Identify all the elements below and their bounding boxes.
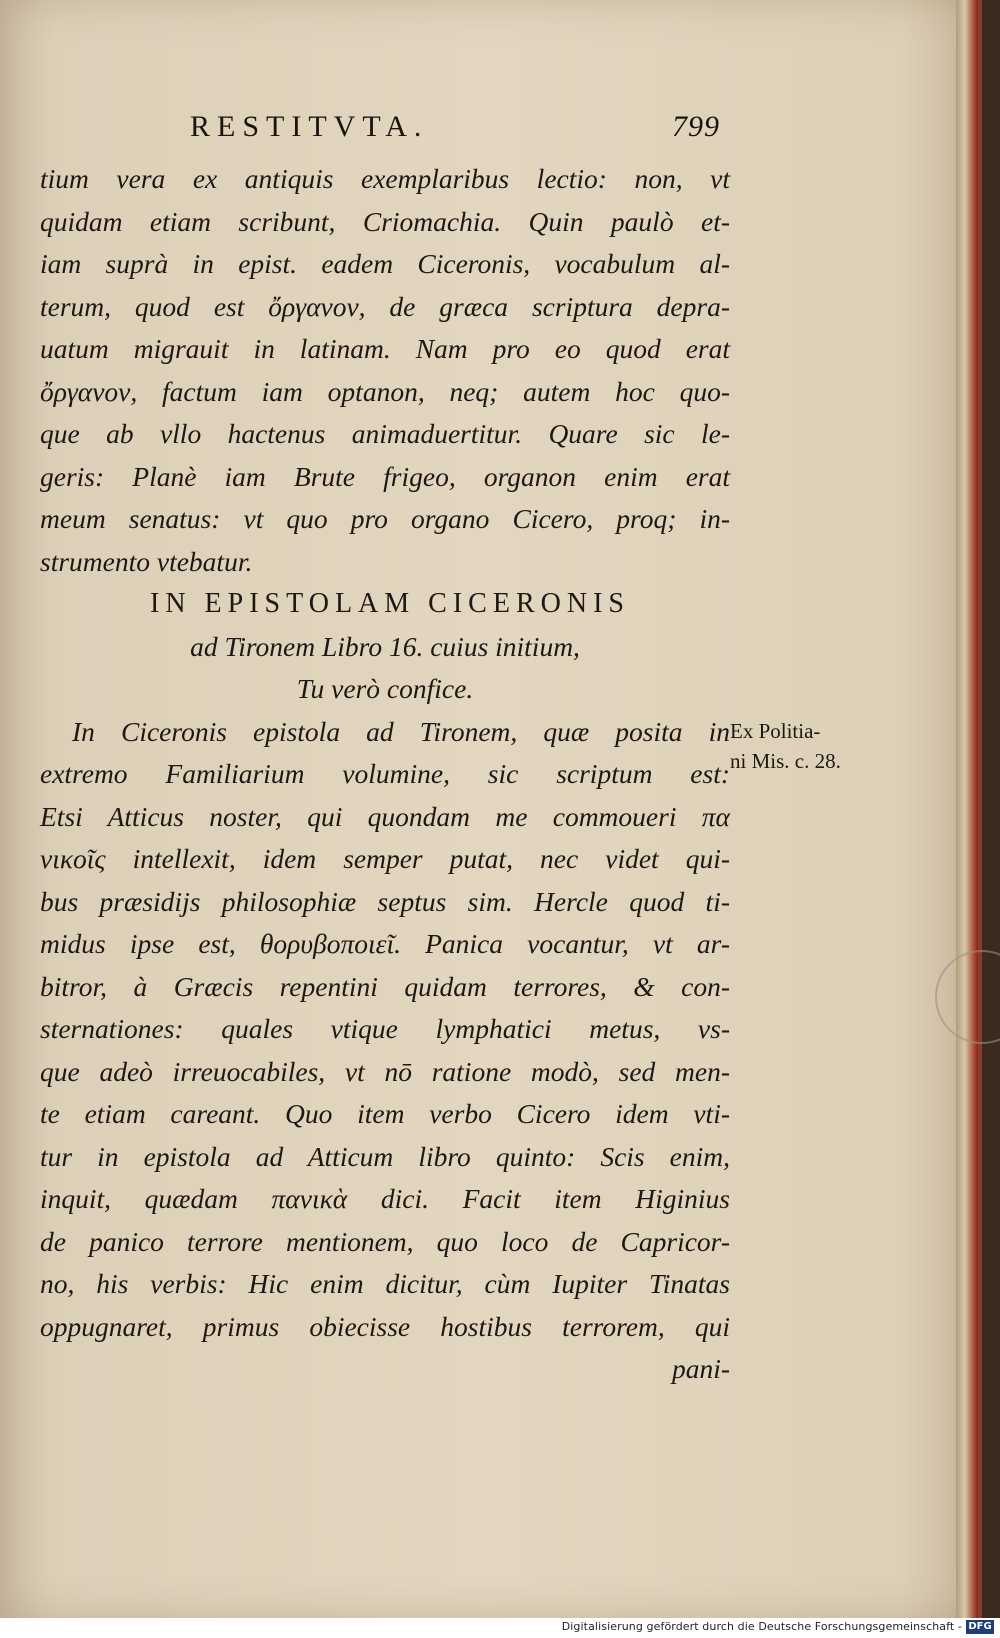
catchword: pani- xyxy=(671,1353,730,1384)
dfg-logo: DFG xyxy=(966,1620,994,1634)
text-line: iam suprà in epist. eadem Ciceronis, vocabulum al- xyxy=(40,248,730,279)
page-text xyxy=(40,158,730,1391)
section-subheading: ad Tironem Libro 16. cuius initium, xyxy=(190,630,580,662)
section-heading: IN EPISTOLAM CICERONIS xyxy=(150,588,630,619)
text-line: que ab vllo hactenus animaduertitur. Quare sic le- xyxy=(40,418,730,449)
margin-note-line: Ex Politia- xyxy=(730,719,821,743)
text-line: geris: Planè iam Brute frigeo, organon enim erat xyxy=(40,460,730,492)
text-line: que adeò irreuocabiles, vt nō ratione modò, sed men- xyxy=(40,1055,730,1087)
text-line: quidam etiam scribunt, Criomachia. Quin paulò et- xyxy=(40,205,730,237)
margin-note-line: ni Mis. c. 28. xyxy=(730,749,841,773)
page-number: 799 xyxy=(672,110,720,143)
text-line: strumento vtebatur. xyxy=(40,545,253,577)
running-title: RESTITVTA. xyxy=(190,110,429,143)
text-line: oppugnaret, primus obiecisse hostibus terrorem, qui xyxy=(40,1310,730,1342)
footer-credit: Digitalisierung gefördert durch die Deutsche Forschungsgemeinschaft - xyxy=(561,1620,962,1633)
text-line: sternationes: quales vtique lymphatici metus, vs- xyxy=(40,1013,730,1044)
page-clip-shadow xyxy=(935,950,1000,1044)
text-line: meum senatus: vt quo pro organo Cicero, proq; in- xyxy=(40,503,730,534)
text-line: bitror, à Græcis repentini quidam terrores, & con- xyxy=(40,970,730,1002)
text-line: extremo Familiarium volumine, sic scriptum est: xyxy=(40,758,730,789)
running-header xyxy=(190,110,720,150)
text-line: tium vera ex antiquis exemplaribus lectio: non, vt xyxy=(40,163,730,194)
text-line: νικοῖς intellexit, idem semper putat, nec videt qui- xyxy=(40,843,730,874)
text-line: de panico terrore mentionem, quo loco de Capricor- xyxy=(40,1225,730,1257)
text-line: no, his verbis: Hic enim dicitur, cùm Iupiter Tinatas xyxy=(40,1268,730,1299)
text-line: inquit, quædam πανικὰ dici. Facit item Higinius xyxy=(40,1183,730,1214)
text-line: midus ipse est, θορυβοποιεῖ. Panica vocantur, vt ar- xyxy=(40,928,730,959)
section-incipit: Tu verò confice. xyxy=(296,673,474,704)
text-line: te etiam careant. Quo item verbo Cicero idem vti- xyxy=(40,1098,730,1129)
text-line: uatum migrauit in latinam. Nam pro eo quod erat xyxy=(40,333,730,364)
text-line: bus præsidijs philosophiæ septus sim. Hercle quod ti- xyxy=(40,885,730,917)
text-line: In Ciceronis epistola ad Tironem, quæ posita in xyxy=(72,715,730,747)
text-line: terum, quod est ὄργανον, de græca scriptura depra- xyxy=(40,290,730,322)
text-line: tur in epistola ad Atticum libro quinto: Scis enim, xyxy=(40,1140,730,1172)
margin-note xyxy=(730,716,890,776)
text-line: Etsi Atticus noster, qui quondam me commoueri πα xyxy=(40,800,730,832)
footer-bar xyxy=(0,1618,1000,1638)
page-edge xyxy=(956,0,978,1618)
text-line: ὄργανον, factum iam optanon, neq; autem hoc quo- xyxy=(40,375,730,407)
